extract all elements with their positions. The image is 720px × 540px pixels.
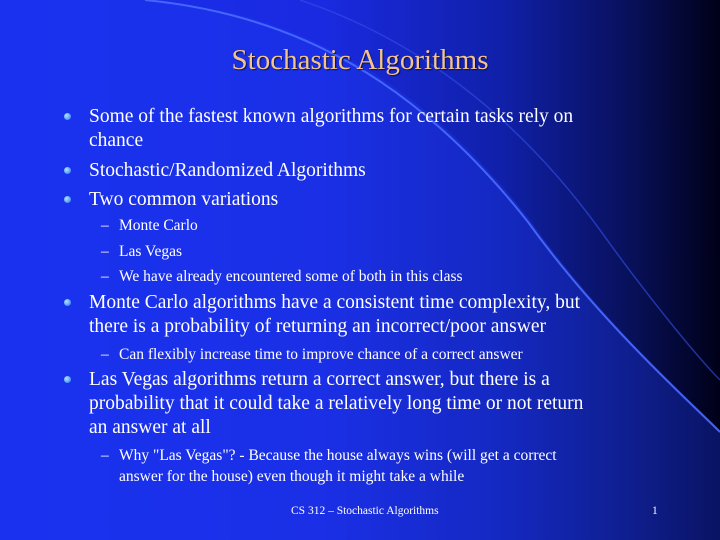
- bullet-item: Las Vegas algorithms return a correct answer, but there is a probability that it could take a relatively long time or not return an answer at all: [89, 369, 584, 438]
- bullet-icon: [64, 113, 71, 120]
- bullet-icon: [64, 376, 71, 383]
- dash-bullet-icon: –: [101, 217, 109, 234]
- dash-bullet-icon: –: [101, 346, 109, 363]
- sub-bullet-item: We have already encountered some of both in this class: [119, 268, 463, 285]
- slide-footer-text: CS 312 – Stochastic Algorithms: [291, 505, 439, 517]
- bullet-item: Some of the fastest known algorithms for certain tasks rely on chance: [89, 106, 574, 151]
- slide-title: Stochastic Algorithms: [231, 44, 489, 76]
- slide-page-number: 1: [652, 505, 658, 517]
- dash-bullet-icon: –: [101, 268, 109, 285]
- sub-bullet-item: Can flexibly increase time to improve chance of a correct answer: [119, 346, 523, 363]
- bullet-icon: [64, 167, 71, 174]
- bullet-item: Two common variations: [89, 189, 279, 210]
- sub-bullet-item: Monte Carlo: [119, 217, 198, 234]
- dash-bullet-icon: –: [101, 243, 109, 260]
- sub-bullet-item: Las Vegas: [119, 243, 182, 260]
- bullet-icon: [64, 299, 71, 306]
- bullet-item: Monte Carlo algorithms have a consistent time complexity, but there is a probability of returning an incorrect/poor answer: [89, 292, 581, 337]
- dash-bullet-icon: –: [101, 447, 109, 464]
- bullet-item: Stochastic/Randomized Algorithms: [89, 160, 366, 181]
- bullet-icon: [64, 196, 71, 203]
- sub-bullet-item: Why "Las Vegas"? - Because the house always wins (will get a correct answer for the house) even though it might take a while: [119, 447, 557, 485]
